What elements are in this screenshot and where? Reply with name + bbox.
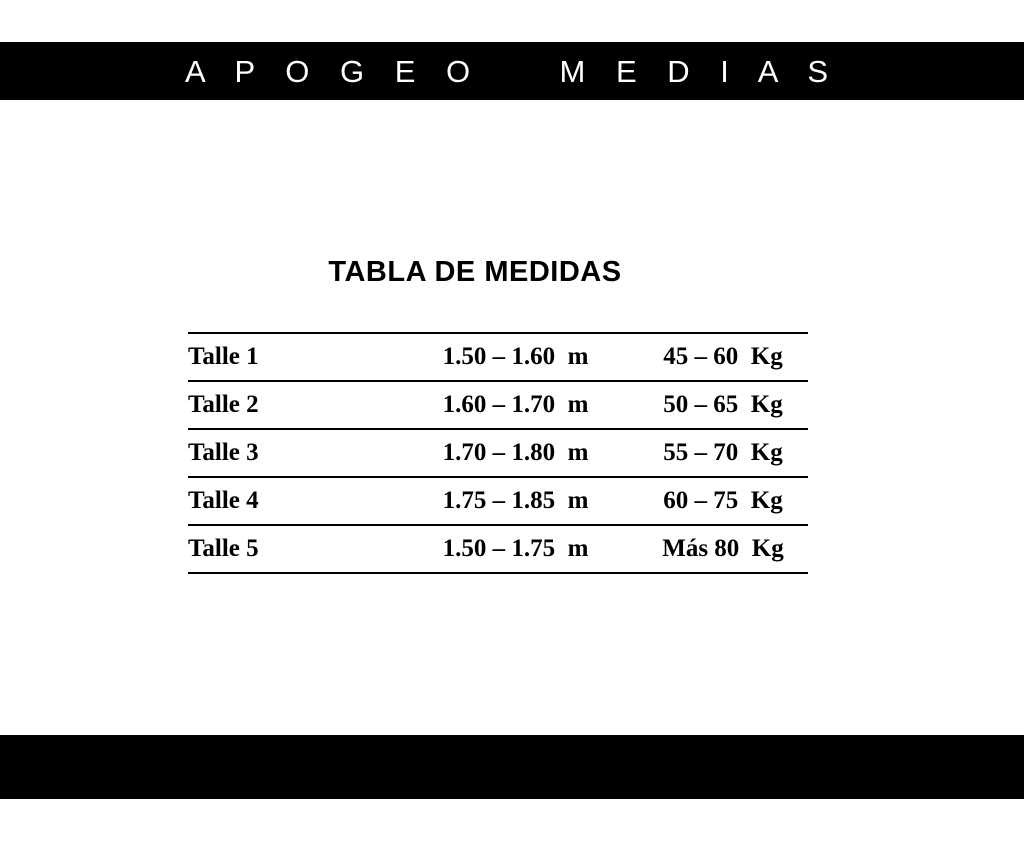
- brand-title: A P O G E O M E D I A S: [184, 53, 840, 89]
- table-row: [188, 429, 808, 477]
- top-banner: [0, 42, 1024, 100]
- page-title: TABLA DE MEDIDAS: [328, 256, 622, 288]
- cell-height: 1.50 – 1.60 m: [393, 333, 638, 381]
- cell-size: Talle 4: [188, 477, 393, 525]
- cell-size: Talle 5: [188, 525, 393, 573]
- cell-height: 1.60 – 1.70 m: [393, 381, 638, 429]
- table-row: [188, 381, 808, 429]
- cell-weight: Más 80 Kg: [638, 525, 808, 573]
- cell-weight: 55 – 70 Kg: [638, 429, 808, 477]
- size-table: [188, 332, 808, 574]
- table-row: [188, 477, 808, 525]
- table-row: [188, 525, 808, 573]
- table-row: [188, 333, 808, 381]
- cell-height: 1.50 – 1.75 m: [393, 525, 638, 573]
- cell-size: Talle 3: [188, 429, 393, 477]
- cell-weight: 60 – 75 Kg: [638, 477, 808, 525]
- cell-height: 1.75 – 1.85 m: [393, 477, 638, 525]
- cell-weight: 50 – 65 Kg: [638, 381, 808, 429]
- main-content: [0, 100, 1024, 735]
- bottom-banner: [0, 735, 1024, 799]
- cell-size: Talle 2: [188, 381, 393, 429]
- cell-height: 1.70 – 1.80 m: [393, 429, 638, 477]
- cell-size: Talle 1: [188, 333, 393, 381]
- cell-weight: 45 – 60 Kg: [638, 333, 808, 381]
